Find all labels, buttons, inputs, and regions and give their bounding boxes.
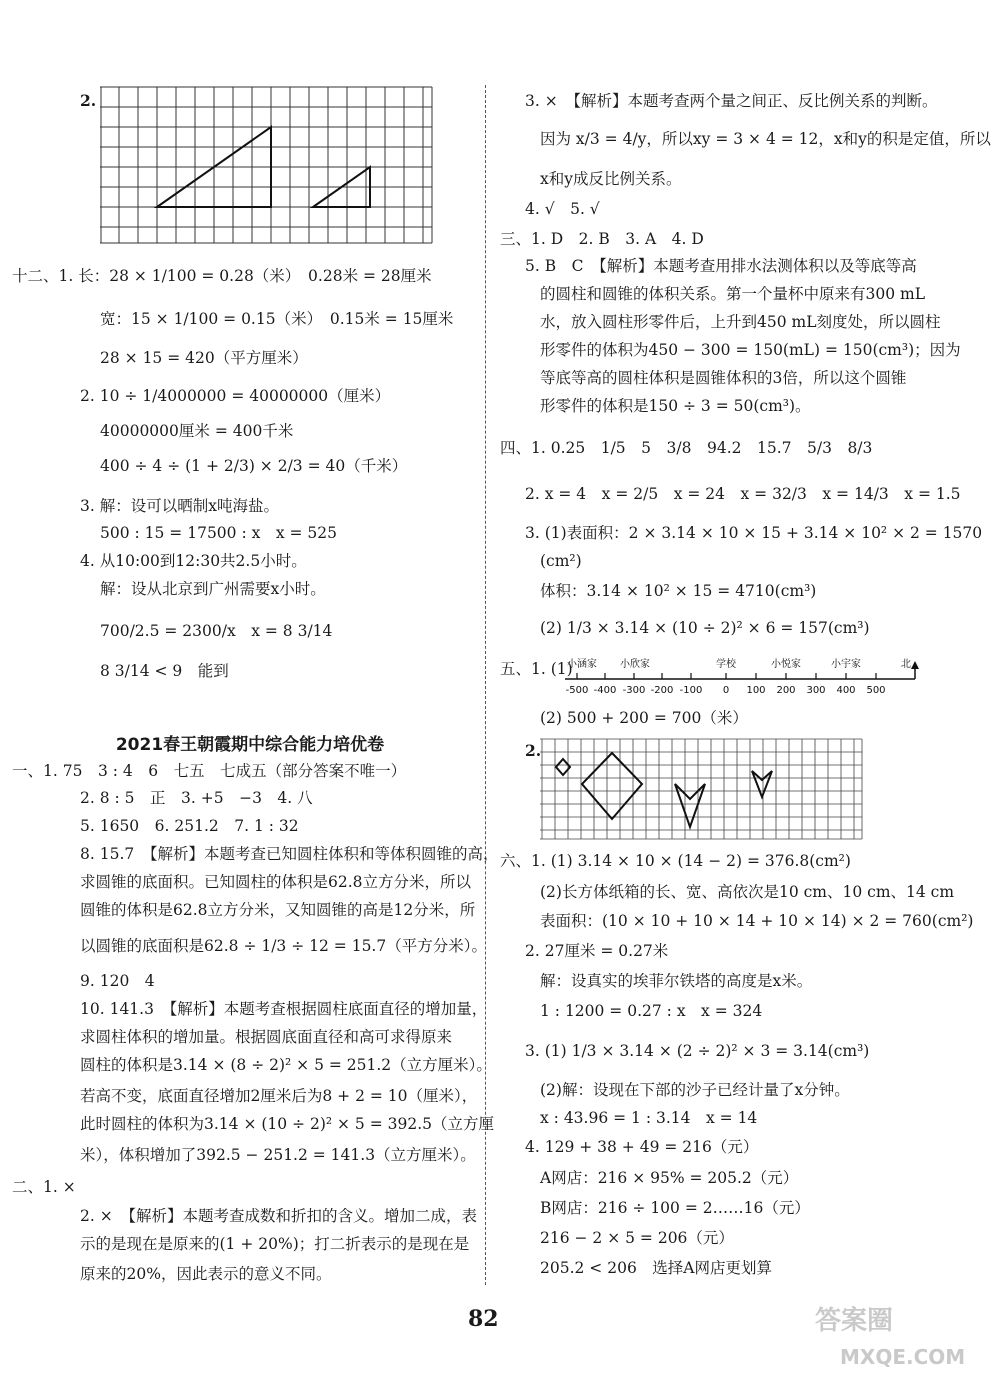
s1-q10-l6: 米），体积增加了392.5 − 251.2 = 141.3（立方厘米）。 <box>80 1146 476 1164</box>
s1-q8-l3: 圆锥的体积是62.8立方分米，又知圆锥的高是12分米，所 <box>80 901 476 919</box>
s1-q10-l2: 求圆柱体积的增加量。根据圆底面直径和高可求得原来 <box>80 1028 453 1046</box>
section-title: 2021春王朝霞期中综合能力培优卷 <box>115 735 385 755</box>
q12-2-calc: 400 ÷ 4 ÷ (1 + 2/3) × 2/3 = 40（千米） <box>100 457 408 475</box>
small-arrow <box>752 771 772 797</box>
s6-q3-2: (2)解：设现在下部的沙子已经计量了x分钟。 <box>540 1081 850 1099</box>
s1-q8-l4: 以圆锥的底面积是62.8 ÷ 1/3 ÷ 12 = 15.7（平方分米）。 <box>80 937 487 955</box>
watermark-url: MXQE.COM <box>840 1345 966 1369</box>
s1-q2: 2. 8 : 5 正 3. +5 −3 4. 八 <box>80 789 313 807</box>
tick-label: -100 <box>679 685 703 696</box>
s3-q1: 三、1. D 2. B 3. A 4. D <box>500 230 704 248</box>
label-xiaoyu: 小宇家 <box>831 659 861 670</box>
tick-label: -200 <box>650 685 674 696</box>
s6-q2-calc: 1 : 1200 = 0.27 : x x = 324 <box>540 1002 763 1020</box>
s4-q3: 3. (1)表面积：2 × 3.14 × 10 × 15 + 3.14 × 10² × 2 = 1570 <box>525 524 983 542</box>
s6-q2-let: 解：设真实的埃菲尔铁塔的高度是x米。 <box>540 972 813 990</box>
q12-1-width: 宽：15 × 1/100 = 0.15（米） 0.15米 = 15厘米 <box>100 310 454 328</box>
s4-q2: 2. x = 4 x = 2/5 x = 24 x = 32/3 x = 14/3 x = 1.5 <box>525 485 961 503</box>
s6-q2: 2. 27厘米 = 0.27米 <box>525 942 669 960</box>
q12-3: 3. 解：设可以晒制x吨海盐。 <box>80 497 279 515</box>
tick-label: 0 <box>722 685 730 696</box>
s2-q3-l3: x和y成反比例关系。 <box>540 170 682 188</box>
tick-label: -500 <box>565 685 589 696</box>
s5-q2-label: 2. <box>525 741 542 760</box>
s2-q2: 2. × 【解析】本题考查成数和折扣的含义。增加二成，表 <box>80 1207 477 1225</box>
label-north: 北 <box>901 659 911 670</box>
column-divider <box>485 85 486 1285</box>
tick-label: -300 <box>622 685 646 696</box>
tick-label: 300 <box>806 685 826 696</box>
s6-q3-calc: x : 43.96 = 1 : 3.14 x = 14 <box>540 1109 758 1127</box>
label-school: 学校 <box>716 659 736 670</box>
s6-q4-c: 216 − 2 × 5 = 206（元） <box>540 1229 734 1247</box>
s2-q4: 4. √ 5. √ <box>525 200 600 218</box>
s6-q4-b: B网店：216 ÷ 100 = 2……16（元） <box>540 1199 810 1217</box>
label-xiaoxin: 小欣家 <box>620 659 650 670</box>
q12-2: 2. 10 ÷ 1/4000000 = 40000000（厘米） <box>80 387 391 405</box>
s2-q3-l2: 因为 x/3 = 4/y，所以xy = 3 × 4 = 12，x和y的积是定值，所以 <box>540 130 991 148</box>
s3-q5-l2: 的圆柱和圆锥的体积关系。第一个量杯中原来有300 mL <box>540 285 926 303</box>
s3-q5-l3: 水，放入圆柱形零件后，上升到450 mL刻度处，所以圆柱 <box>540 313 941 331</box>
q12-1-length: 十二、1. 长：28 × 1/100 = 0.28（米） 0.28米 = 28厘米 <box>12 267 432 285</box>
label-xiaoyue: 小悦家 <box>771 659 801 670</box>
s2-q2-l2: 示的是现在是原来的(1 + 20%)；打二折表示的是现在是 <box>80 1235 470 1253</box>
q12-1-area: 28 × 15 = 420（平方厘米） <box>100 349 308 367</box>
s1-q8: 8. 15.7 【解析】本题考查已知圆柱体积和等体积圆锥的高， <box>80 845 499 863</box>
page-number: 82 <box>468 1306 499 1332</box>
watermark-logo: 答案圈 <box>815 1306 894 1336</box>
s1-q5: 5. 1650 6. 251.2 7. 1 : 32 <box>80 817 299 835</box>
s4-q3-volume: 体积：3.14 × 10² × 15 = 4710(cm³) <box>540 582 817 600</box>
s1-q9: 9. 120 4 <box>80 972 155 990</box>
s2-q3: 3. × 【解析】本题考查两个量之间正、反比例关系的判断。 <box>525 92 938 110</box>
s1-q10-l4: 若高不变，底面直径增加2厘米后为8 + 2 = 10（厘米）， <box>80 1087 478 1105</box>
s6-q1: 六、1. (1) 3.14 × 10 × (14 − 2) = 376.8(cm²) <box>500 852 851 870</box>
s3-q5-l6: 形零件的体积是150 ÷ 3 = 50(cm³)。 <box>540 397 811 415</box>
s1-q10: 10. 141.3 【解析】本题考查根据圆柱底面直径的增加量， <box>80 1000 488 1018</box>
s6-q4-result: 205.2 < 206 选择A网店更划算 <box>540 1259 772 1277</box>
s5-q1-2: (2) 500 + 200 = 700（米） <box>540 709 748 727</box>
q12-4-let: 解：设从北京到广州需要x小时。 <box>100 580 326 598</box>
s2-q2-l3: 原来的20%，因此表示的意义不同。 <box>80 1265 332 1283</box>
triangle-grid-figure <box>100 85 435 245</box>
s4-q3-unit: (cm²) <box>540 552 582 570</box>
q12-3-calc: 500 : 15 = 17500 : x x = 525 <box>100 524 338 542</box>
q12-2-km: 40000000厘米 = 400千米 <box>100 422 294 440</box>
q12-4-result: 8 3/14 < 9 能到 <box>100 662 229 680</box>
label-xiaohan: 小涵家 <box>567 659 597 670</box>
q12-4: 4. 从10:00到12:30共2.5小时。 <box>80 552 307 570</box>
s3-q5: 5. B C 【解析】本题考查用排水法测体积以及等底等高 <box>525 257 917 275</box>
s4-q3-2: (2) 1/3 × 3.14 × (10 ÷ 2)² × 6 = 157(cm³) <box>540 619 870 637</box>
s3-q5-l5: 等底等高的圆柱体积是圆锥体积的3倍，所以这个圆锥 <box>540 369 907 387</box>
s6-q4-a: A网店：216 × 95% = 205.2（元） <box>540 1169 799 1187</box>
s4-q1: 四、1. 0.25 1/5 5 3/8 94.2 15.7 5/3 8/3 <box>500 439 873 457</box>
s1-q1: 一、1. 75 3 : 4 6 七五 七成五（部分答案不唯一） <box>12 762 407 780</box>
s6-q1-2: (2)长方体纸箱的长、宽、高依次是10 cm、10 cm、14 cm <box>540 883 955 901</box>
tick-label: 200 <box>776 685 796 696</box>
tick-label: 500 <box>866 685 886 696</box>
s6-q4: 4. 129 + 38 + 49 = 216（元） <box>525 1138 759 1156</box>
s2-q1: 二、1. × <box>12 1178 76 1196</box>
s5-q1: 五、1. (1) <box>500 660 573 678</box>
s6-q1-area: 表面积：(10 × 10 + 10 × 14 + 10 × 14) × 2 = 760(cm²) <box>540 912 974 930</box>
q2-label: 2. <box>80 91 97 110</box>
s3-q5-l4: 形零件的体积为450 − 300 = 150(mL) = 150(cm³)；因为 <box>540 341 961 359</box>
s1-q10-l5: 此时圆柱的体积为3.14 × (10 ÷ 2)² × 5 = 392.5（立方厘 <box>80 1115 495 1133</box>
tick-label: -400 <box>593 685 617 696</box>
large-arrow <box>675 784 705 827</box>
s6-q3: 3. (1) 1/3 × 3.14 × (2 ÷ 2)² × 3 = 3.14(cm³) <box>525 1042 870 1060</box>
tick-label: 100 <box>746 685 766 696</box>
tick-label: 400 <box>836 685 856 696</box>
s1-q10-l3: 圆柱的体积是3.14 × (8 ÷ 2)² × 5 = 251.2（立方厘米）。 <box>80 1056 492 1074</box>
number-line <box>560 655 925 700</box>
s1-q8-l2: 求圆锥的底面积。已知圆柱的体积是62.8立方分米，所以 <box>80 873 472 891</box>
symmetry-grid-figure <box>540 737 865 842</box>
q12-4-calc: 700/2.5 = 2300/x x = 8 3/14 <box>100 622 333 640</box>
